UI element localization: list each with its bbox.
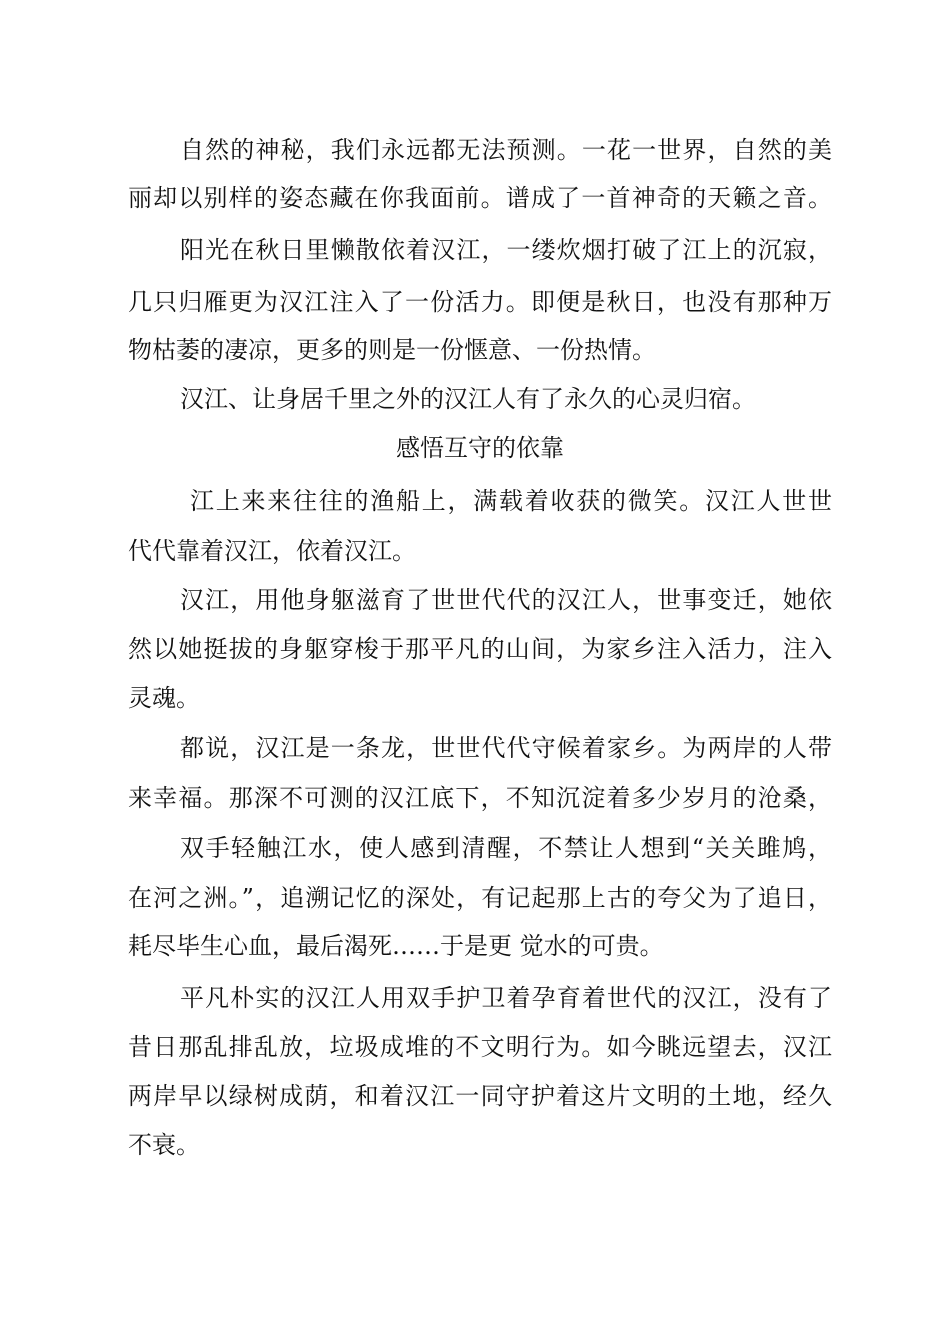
paragraph-1-line-1: 自然的神秘，我们永远都无法预测。一花一世界，自然的美 xyxy=(180,136,832,164)
section-heading: 感悟互守的依靠 xyxy=(396,434,564,462)
paragraph-8-line-2: 昔日那乱排乱放，垃圾成堆的不文明行为。如今眺远望去，汉江 xyxy=(128,1033,832,1061)
paragraph-4-line-2: 代代靠着汉江，依着汉江。 xyxy=(128,537,416,565)
paragraph-2-line-3: 物枯萎的凄凉，更多的则是一份惬意、一份热情。 xyxy=(128,336,656,364)
paragraph-7-line-1: 双手轻触江水，使人感到清醒，不禁让人想到“关关雎鸠， xyxy=(180,834,832,862)
paragraph-8-line-1: 平凡朴实的汉江人用双手护卫着孕育着世代的汉江，没有了 xyxy=(180,984,832,1012)
paragraph-6-line-2: 来幸福。那深不可测的汉江底下，不知沉淀着多少岁月的沧桑， xyxy=(128,784,832,812)
paragraph-7-line-2: 在河之洲。”，追溯记忆的深处，有记起那上古的夸父为了追日， xyxy=(128,884,832,912)
paragraph-2-line-1: 阳光在秋日里懒散依着汉江，一缕炊烟打破了江上的沉寂， xyxy=(180,236,832,264)
paragraph-8-line-4: 不衰。 xyxy=(128,1131,200,1159)
paragraph-6-line-1: 都说，汉江是一条龙，世世代代守候着家乡。为两岸的人带 xyxy=(180,734,832,762)
paragraph-3-line-1: 汉江、让身居千里之外的汉江人有了永久的心灵归宿。 xyxy=(180,385,756,413)
paragraph-5-line-2: 然以她挺拔的身躯穿梭于那平凡的山间，为家乡注入活力，注入 xyxy=(128,635,832,663)
paragraph-5-line-1: 汉江，用他身躯滋育了世世代代的汉江人，世事变迁，她依 xyxy=(180,586,832,614)
paragraph-7-line-3: 耗尽毕生心血，最后渴死……于是更 觉水的可贵。 xyxy=(128,932,664,960)
paragraph-4-line-1: 江上来来往往的渔船上，满载着收获的微笑。汉江人世世 xyxy=(190,487,832,515)
paragraph-8-line-3: 两岸早以绿树成荫，和着汉江一同守护着这片文明的土地，经久 xyxy=(128,1082,832,1110)
paragraph-5-line-3: 灵魂。 xyxy=(128,684,200,712)
paragraph-2-line-2: 几只归雁更为汉江注入了一份活力。即便是秋日，也没有那种万 xyxy=(128,288,832,316)
paragraph-1-line-2: 丽却以别样的姿态藏在你我面前。谱成了一首神奇的天籁之音。 xyxy=(128,184,832,212)
